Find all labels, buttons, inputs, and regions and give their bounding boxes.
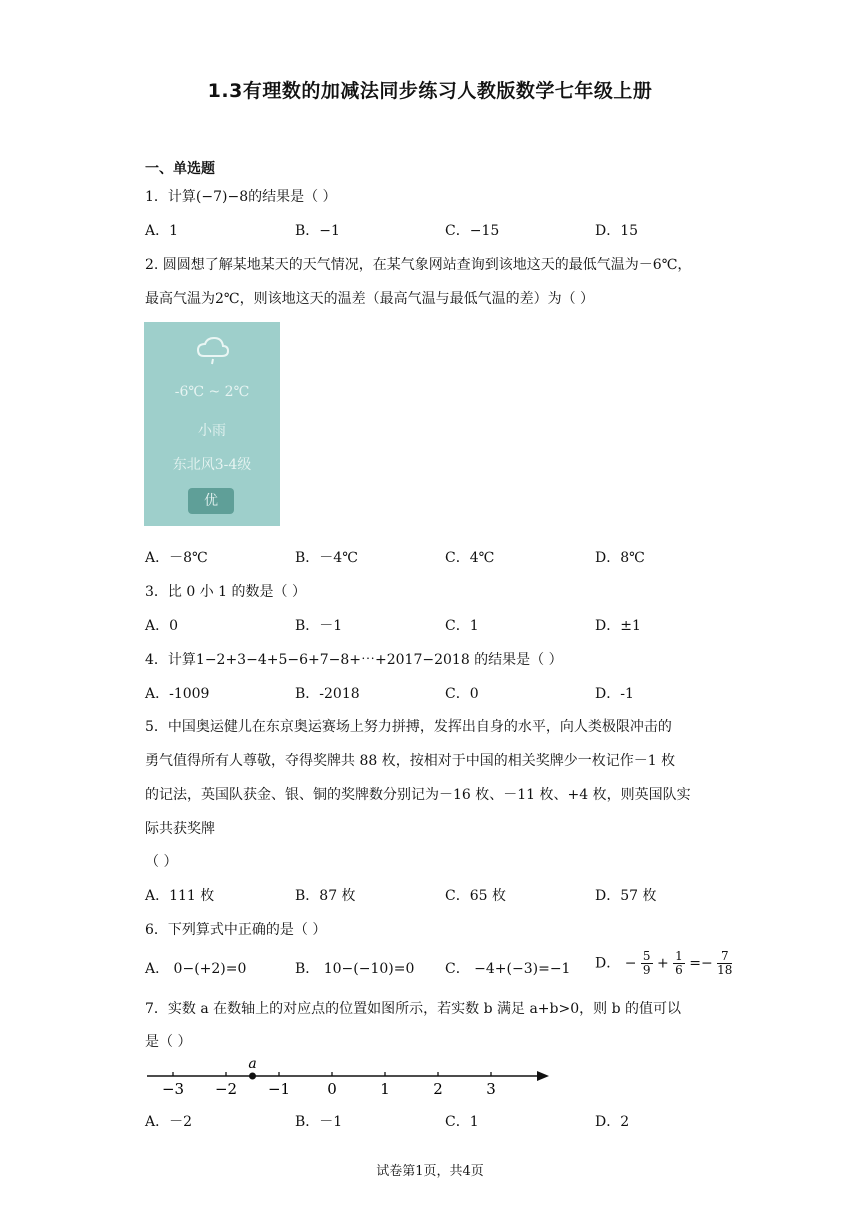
q6-option-a[interactable]: A． 0−(+2)=0 (145, 961, 247, 977)
q6-d-label: D． (595, 955, 621, 972)
air-quality-badge: 优 (188, 488, 234, 514)
q7-option-d[interactable]: D．2 (595, 1114, 630, 1130)
axis-tick-label: 0 (327, 1080, 337, 1098)
number-line (145, 1052, 555, 1100)
q5-option-a[interactable]: A．111 枚 (145, 888, 215, 904)
q2-option-b[interactable]: B．－4℃ (295, 550, 358, 566)
q6-d-minus: − (624, 955, 637, 972)
q5-option-b[interactable]: B．87 枚 (295, 888, 356, 904)
question-5-line-3: 的记法，英国队获金、银、铜的奖牌数分别记为－16 枚、－11 枚、+4 枚，则英国队实 (145, 787, 691, 803)
q7-option-a[interactable]: A．－2 (145, 1114, 193, 1130)
q5-option-c[interactable]: C．65 枚 (445, 888, 506, 904)
axis-tick-label: 2 (433, 1080, 443, 1098)
q3-option-d[interactable]: D．±1 (595, 618, 641, 634)
fraction: $\frac{5}{9}$ (642, 949, 651, 977)
q3-option-a[interactable]: A．0 (145, 618, 179, 634)
q2-option-d[interactable]: D．8℃ (595, 550, 645, 566)
q5-option-d[interactable]: D．57 枚 (595, 888, 657, 904)
arrow-icon (537, 1071, 549, 1081)
fraction: $\frac{7}{18}$ (717, 949, 733, 977)
q4-option-a[interactable]: A．-1009 (145, 686, 210, 702)
axis-tick-label: 3 (486, 1080, 496, 1098)
question-7-line-2: 是（ ） (145, 1034, 192, 1050)
wind-info: 东北风3-4级 (172, 457, 252, 473)
page-footer: 试卷第1页，共4页 (376, 1164, 484, 1179)
question-5-line-5: （ ） (145, 854, 178, 870)
q1-option-d[interactable]: D．15 (595, 223, 639, 239)
q2-option-c[interactable]: C．4℃ (445, 550, 495, 566)
q6-d-plus: + (656, 955, 669, 972)
q3-option-c[interactable]: C．1 (445, 618, 479, 634)
q3-option-b[interactable]: B．－1 (295, 618, 343, 634)
rain-cloud-icon (196, 336, 230, 366)
q7-option-b[interactable]: B．－1 (295, 1114, 343, 1130)
axis-tick-label: −1 (267, 1080, 291, 1098)
q6-option-b[interactable]: B． 10−(−10)=0 (295, 961, 415, 977)
fraction: $\frac{1}{6}$ (675, 949, 683, 977)
q4-option-c[interactable]: C．0 (445, 686, 479, 702)
point-a-label: a (248, 1056, 257, 1072)
question-5-line-2: 勇气值得所有人尊敬，夺得奖牌共 88 枚，按相对于中国的相关奖牌少一枚记作－1 枚 (145, 753, 676, 769)
question-4: 4．计算1−2+3−4+5−6+7−8+⋯+2017−2018 的结果是（ ） (145, 652, 563, 668)
q4-option-b[interactable]: B．-2018 (295, 686, 360, 702)
axis-tick-label: −2 (214, 1080, 238, 1098)
page-title: 1.3有理数的加减法同步练习人教版数学七年级上册 (207, 80, 653, 102)
q4-option-d[interactable]: D．-1 (595, 686, 634, 702)
q2-option-a[interactable]: A．－8℃ (145, 550, 208, 566)
q1-option-c[interactable]: C．−15 (445, 223, 500, 239)
point-a (249, 1073, 256, 1080)
q7-option-c[interactable]: C．1 (445, 1114, 479, 1130)
q6-option-c[interactable]: C． −4+(−3)=−1 (445, 961, 571, 977)
question-2-line-2: 最高气温为2℃，则该地这天的温差（最高气温与最低气温的差）为（ ） (145, 291, 595, 307)
q6-d-equals: =− (689, 955, 713, 972)
axis-tick-label: 1 (380, 1080, 390, 1098)
weather-card (144, 322, 280, 526)
axis-tick-label: −3 (161, 1080, 185, 1098)
question-6: 6．下列算式中正确的是（ ） (145, 922, 327, 938)
weather-condition: 小雨 (198, 423, 226, 439)
question-7-line-1: 7．实数 a 在数轴上的对应点的位置如图所示，若实数 b 满足 a+b>0，则 b 的值可以 (145, 1001, 682, 1017)
question-5-line-4: 际共获奖牌 (145, 821, 215, 837)
q1-option-a[interactable]: A．1 (145, 223, 179, 239)
temperature-range: -6℃ ~ 2℃ (174, 384, 250, 400)
question-3: 3．比 0 小 1 的数是（ ） (145, 584, 306, 600)
question-2-line-1: 2. 圆圆想了解某地某天的天气情况，在某气象网站查询到该地这天的最低气温为－6℃， (145, 257, 692, 273)
question-5-line-1: 5．中国奥运健儿在东京奥运赛场上努力拼搏，发挥出自身的水平，向人类极限冲击的 (145, 719, 672, 735)
section-heading: 一、单选题 (145, 161, 215, 177)
q1-option-b[interactable]: B．−1 (295, 223, 340, 239)
q6-option-d[interactable] (595, 950, 732, 977)
question-1: 1．计算(−7)−8的结果是（ ） (145, 189, 337, 205)
